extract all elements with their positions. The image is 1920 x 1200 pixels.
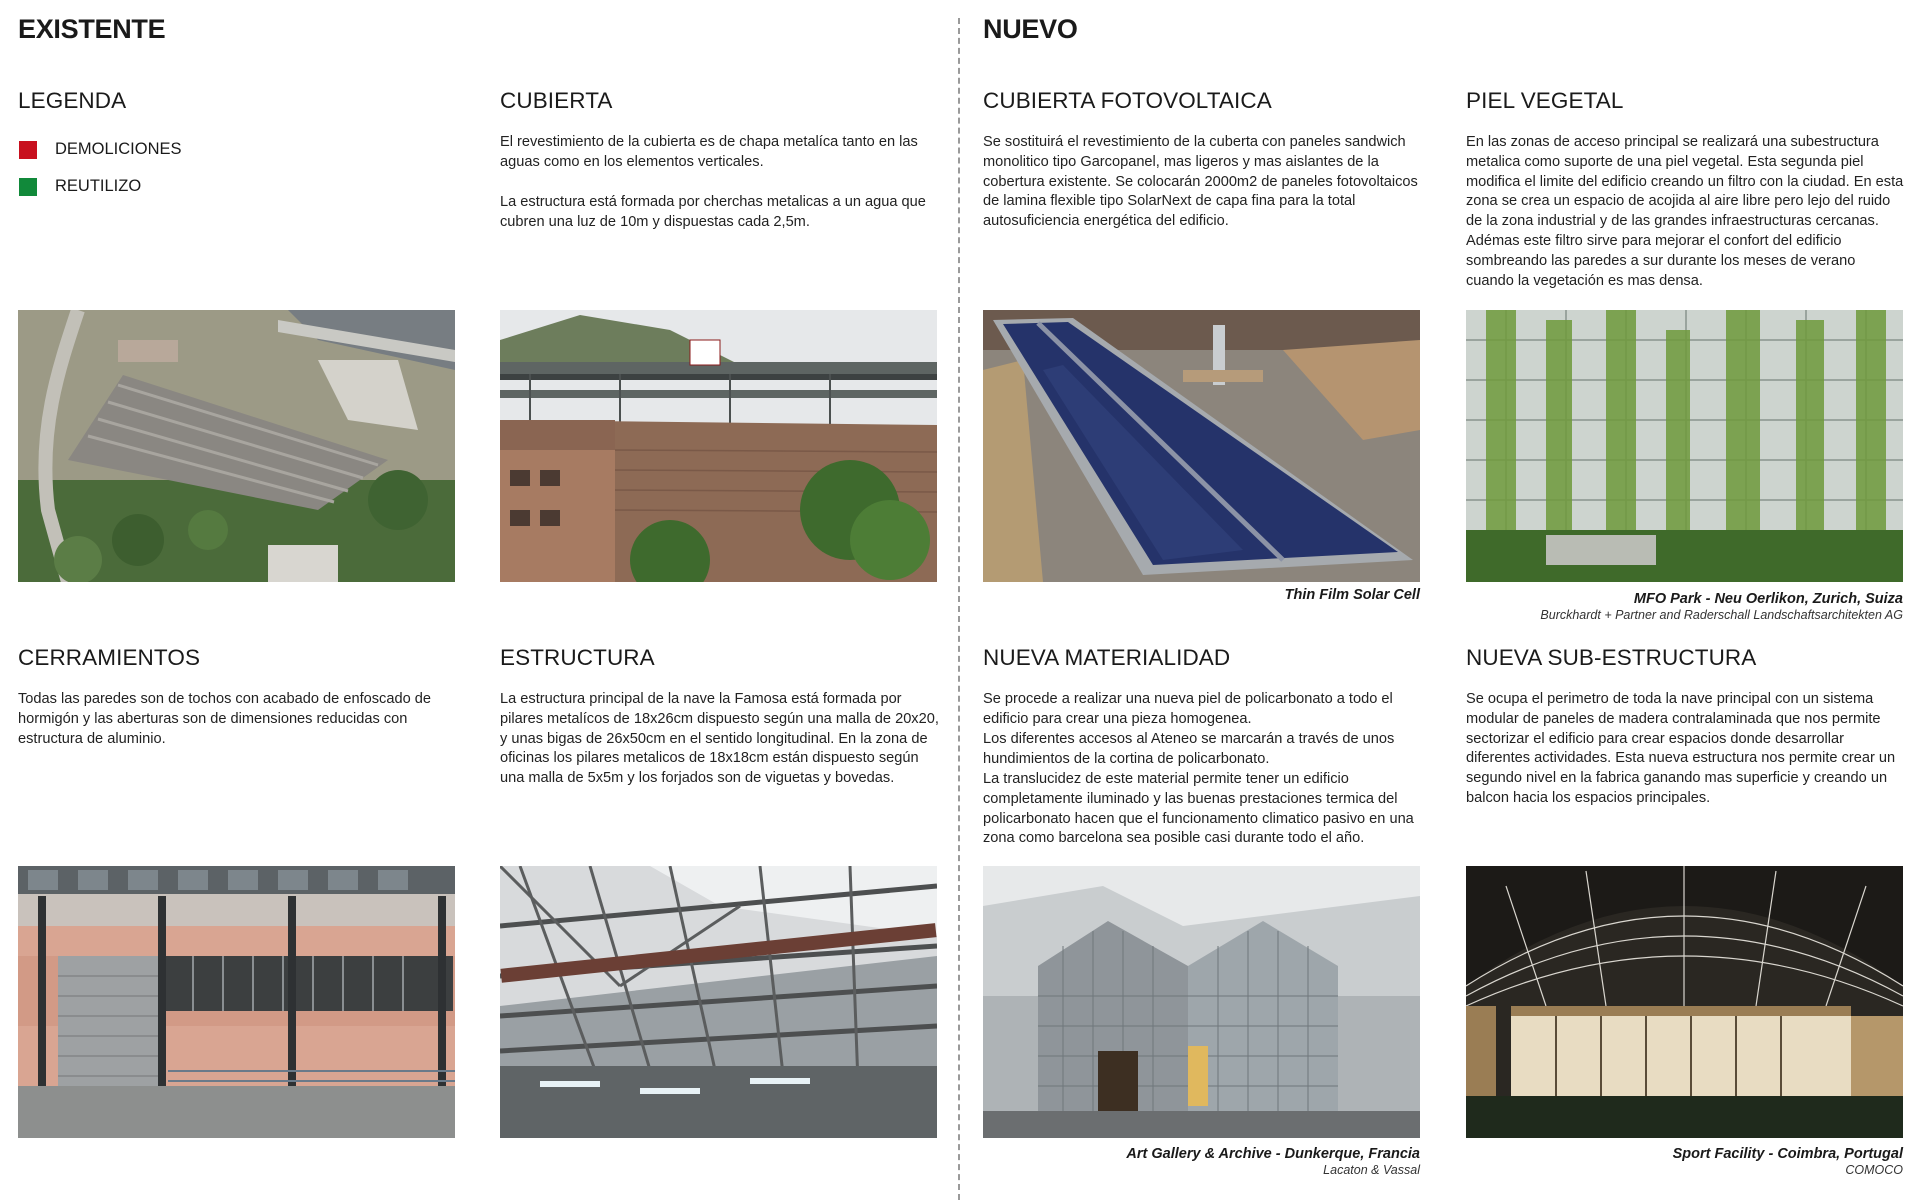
cubierta-text-2: La estructura está formada por cherchas metalicas a un agua que cubren una luz de 10m y dispuestas cada 2,5m. [500,194,926,230]
facade-photo [18,866,455,1138]
legend-label: DEMOLICIONES [55,140,182,158]
legend-swatch-red [19,141,37,159]
art-gallery-subcaption: Lacaton & Vassal [1323,1163,1420,1177]
legend-label: REUTILIZO [55,177,142,195]
art-gallery-caption: Art Gallery & Archive - Dunkerque, Francia [1126,1146,1420,1162]
nuevo-title: NUEVO [983,14,1078,44]
roof-photo [500,310,937,582]
existente-title: EXISTENTE [18,14,166,44]
mfo-subcaption: Burckhardt + Partner and Raderschall Landschaftsarchitekten AG [1540,608,1903,622]
cerramientos-title: CERRAMIENTOS [18,645,201,670]
column-divider [958,18,960,1200]
materialidad-title: NUEVA MATERIALIDAD [983,645,1231,670]
subestructura-title: NUEVA SUB-ESTRUCTURA [1466,645,1757,670]
piel-text: En las zonas de acceso principal se realizará una subestructura metalica como suporte de una piel vegetal. Esta segunda piel modifica el limite del edificio creando un filtro con la ciudad. En esta zona se crea un espacio de acojida al aire libre pero lejo del ruido de la zona industrial y de las grandes infraestructuras cercanas. Adémas este filtro sirve para mejorar el confort del edificio sombreando las paredes a sur durante los meses de verano cuando la vegetación es mas densa. [1466,134,1904,289]
structure-photo [500,866,937,1138]
subestructura-text: Se ocupa el perimetro de toda la nave principal con un sistema modular de paneles de madera contralaminada que nos permite sectorizar el edificio para crear espacios donde desarrollar diferentes actividades. Esta nueva estructura nos permite crear un segundo nivel en la fabrica ganando mas superficie y creando un balcon hacia los espacios principales. [1466,691,1896,806]
cubierta-text-1: El revestimiento de la cubierta es de chapa metalíca tanto en las aguas como en los elementos verticales. [500,134,918,170]
materialidad-text-1: Se procede a realizar una nueva piel de policarbonato a todo el edificio para crear una pieza homogenea. [983,691,1393,727]
legend-item-demoliciones [19,140,182,159]
legend-swatch-green [19,178,37,196]
fotovoltaica-text: Se sostituirá el revestimiento de la cuberta con paneles sandwich monolitico tipo Garcopanel, mas ligeros y mas aislantes de la cobertura existente. Se colocarán 2000m2 de paneles fotovoltaicos de lamina flexible tipo SolarNext de capa fina para la total autosuficiencia energética del edificio. [983,134,1418,230]
materialidad-text-2: Los diferentes accesos al Ateneo se marcarán a través de unos hundimientos de la cortina de policarbonato. [983,731,1395,767]
art-gallery-photo [983,866,1420,1138]
legend-title: LEGENDA [18,88,127,113]
estructura-text: La estructura principal de la nave la Famosa está formada por pilares metalícos de 18x26cm dispuesto según una malla de 20x20, y unas bigas de 26x50cm en el sentido longitudinal. En la zona de oficinas los pilares metalicos de 18x18cm están dispuesto según una malla de 5x5m y los forjados son de viguetas y bovedas. [500,691,939,787]
materialidad-text-3: La translucidez de este material permite tener un edificio completamente iluminado y las buenas prestaciones termica del policarbonato hacen que el funcionamento climatico pasivo en una zona como barcelona sea posible casi durante todo el año. [983,771,1414,847]
aerial-photo [18,310,455,582]
fotovoltaica-title: CUBIERTA FOTOVOLTAICA [983,88,1272,113]
piel-title: PIEL VEGETAL [1466,88,1624,113]
sport-facility-photo [1466,866,1903,1138]
sport-facility-subcaption: COMOCO [1845,1163,1903,1177]
mfo-park-photo [1466,310,1903,582]
cerramientos-text: Todas las paredes son de tochos con acabado de enfoscado de hormigón y las aberturas son de dimensiones reducidas con estructura de aluminio. [18,691,431,747]
solar-caption: Thin Film Solar Cell [1284,587,1420,603]
estructura-title: ESTRUCTURA [500,645,655,670]
solar-photo [983,310,1420,582]
mfo-caption: MFO Park - Neu Oerlikon, Zurich, Suiza [1633,591,1903,607]
legend-item-reutilizo [19,177,141,196]
sport-facility-caption: Sport Facility - Coimbra, Portugal [1672,1146,1903,1162]
cubierta-title: CUBIERTA [500,88,613,113]
